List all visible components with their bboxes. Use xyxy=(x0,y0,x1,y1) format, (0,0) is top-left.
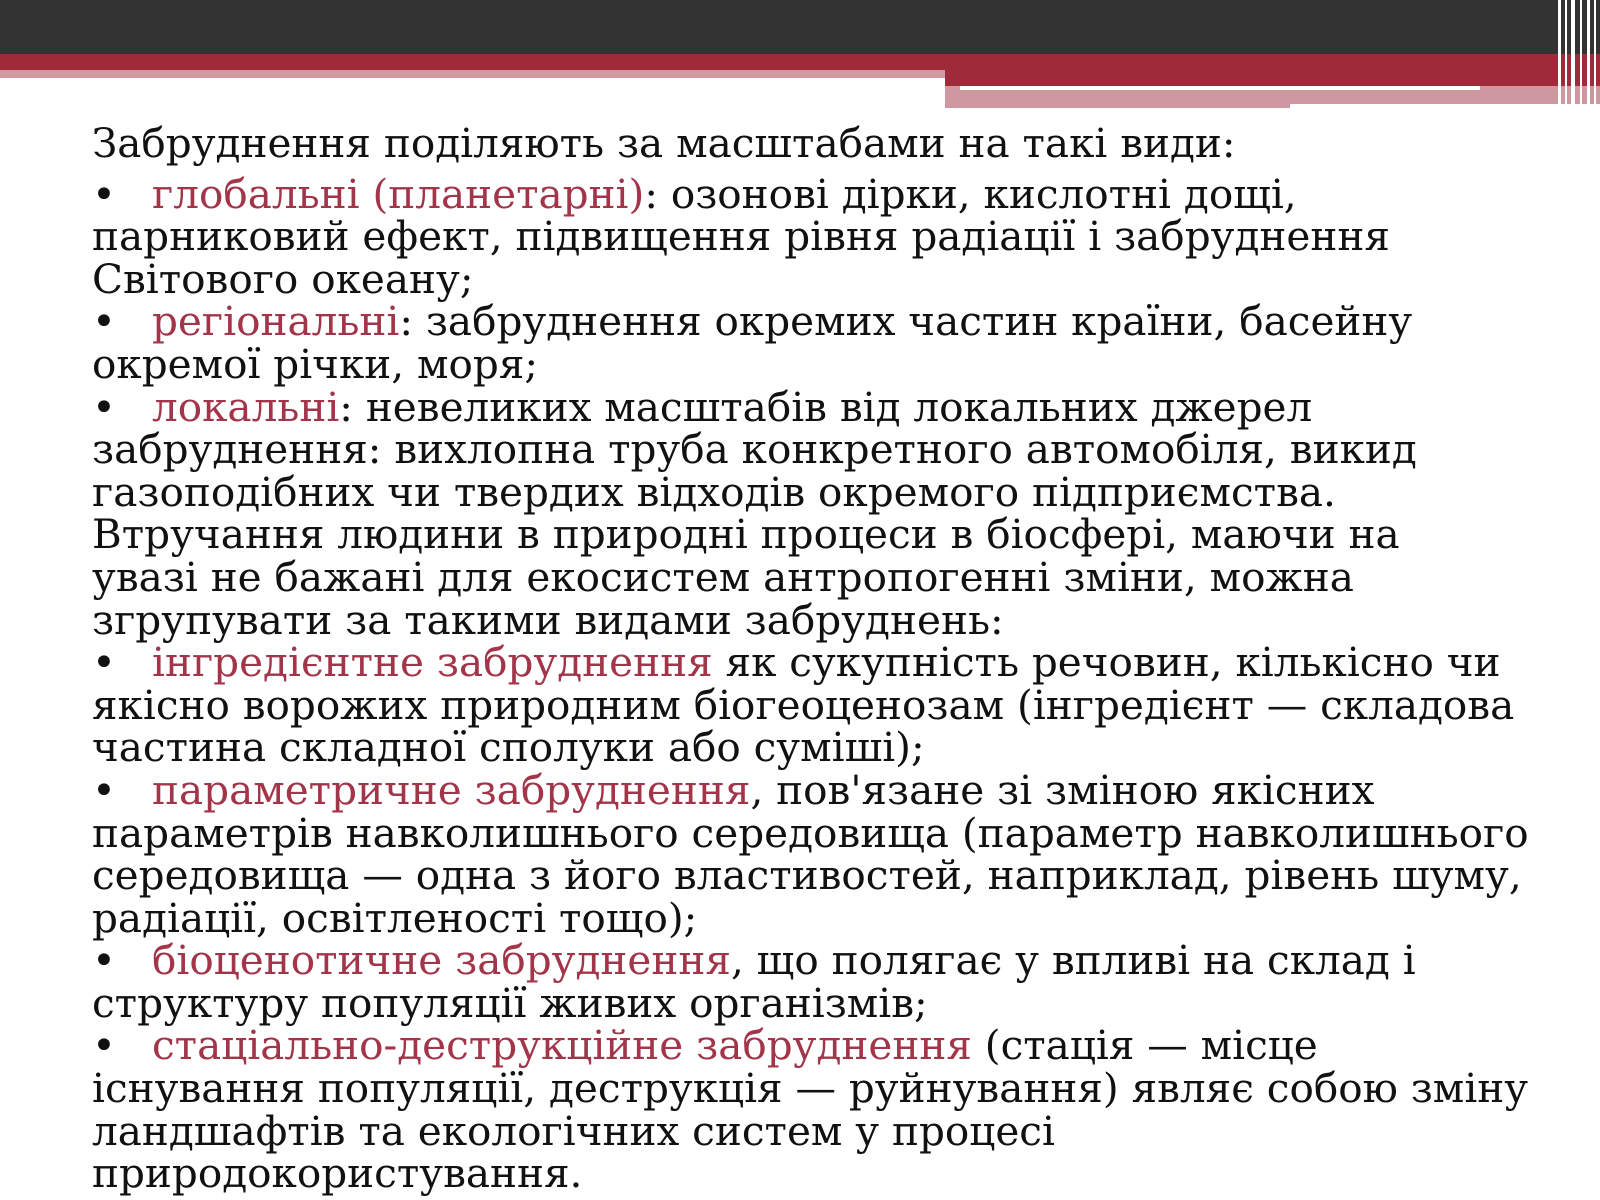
list-item-ingredient xyxy=(92,638,1542,772)
bullet-marker: • xyxy=(92,382,116,431)
list-item-regional xyxy=(92,297,1542,388)
list-item-global xyxy=(92,169,1542,303)
header-red-band xyxy=(0,54,1600,70)
term-highlight: інгредієнтне забруднення xyxy=(152,638,713,687)
term-highlight: біоценотичне забруднення xyxy=(152,936,731,985)
item-description: : озонові дірки, кислотні дощі, парниковий ефект, підвищення рівня радіації і забруднення Світового океану; xyxy=(92,169,1390,303)
header-white-line xyxy=(960,86,1480,90)
item-description: : забруднення окремих частин країни, басейну окремої річки, моря; xyxy=(92,297,1413,388)
bullet-marker: • xyxy=(92,169,116,218)
slide-body-text xyxy=(92,119,1542,1198)
bullet-marker: • xyxy=(92,765,116,814)
list-item-local xyxy=(92,382,1542,559)
list-item-biocenotic xyxy=(92,936,1542,1027)
term-highlight: локальні xyxy=(152,382,340,431)
continuation-paragraph: увазі не бажані для екосистем антропогенні зміни, можна згрупувати за такими видами забруднень: xyxy=(92,552,1354,644)
item-description: (стація — місце існування популяції, деструкція — руйнування) являє собою зміну ландшафтів та екологічних систем у процесі природокористування. xyxy=(92,1021,1529,1198)
item-description: , пов'язане зі зміною якісних параметрів навколишнього середовища (параметр навколишнього середовища — одна з його властивостей, наприклад, рівень шуму, радіації, освітленості тощо); xyxy=(92,765,1529,942)
header-edge-stripes xyxy=(1556,0,1600,108)
list-item-parametric xyxy=(92,765,1542,942)
header-red-band-right xyxy=(945,70,1600,86)
bullet-marker: • xyxy=(92,638,116,687)
item-description: : невеликих масштабів від локальних джерел забруднення: вихлопна труба конкретного автомобіля, викид газоподібних чи твердих відходів окремого підприємства. Втручання людини в природні процеси в біосфері, маючи на xyxy=(92,382,1417,559)
item-description: , що полягає у впливі на склад і структуру популяції живих організмів; xyxy=(92,936,1416,1027)
term-highlight: глобальні (планетарні) xyxy=(152,169,645,218)
header-white-line-2 xyxy=(1290,104,1600,108)
slide-header-banner xyxy=(0,0,1600,112)
bullet-marker: • xyxy=(92,1021,116,1070)
term-highlight: параметричне забруднення xyxy=(152,765,751,814)
item-description: як сукупність речовин, кількісно чи якісно ворожих природним біогеоценозам (інгредієнт — складова частина складної сполуки або суміші); xyxy=(92,638,1515,772)
header-pink-stripe-left xyxy=(0,70,945,78)
bullet-marker: • xyxy=(92,936,116,985)
term-highlight: стаціально-деструкційне забруднення xyxy=(152,1021,972,1070)
term-highlight: регіональні xyxy=(152,297,400,346)
header-dark-band xyxy=(0,0,1600,54)
bullet-marker: • xyxy=(92,297,116,346)
list-item-stational xyxy=(92,1021,1542,1198)
intro-paragraph: Забруднення поділяють за масштабами на такі види: xyxy=(92,119,1236,167)
